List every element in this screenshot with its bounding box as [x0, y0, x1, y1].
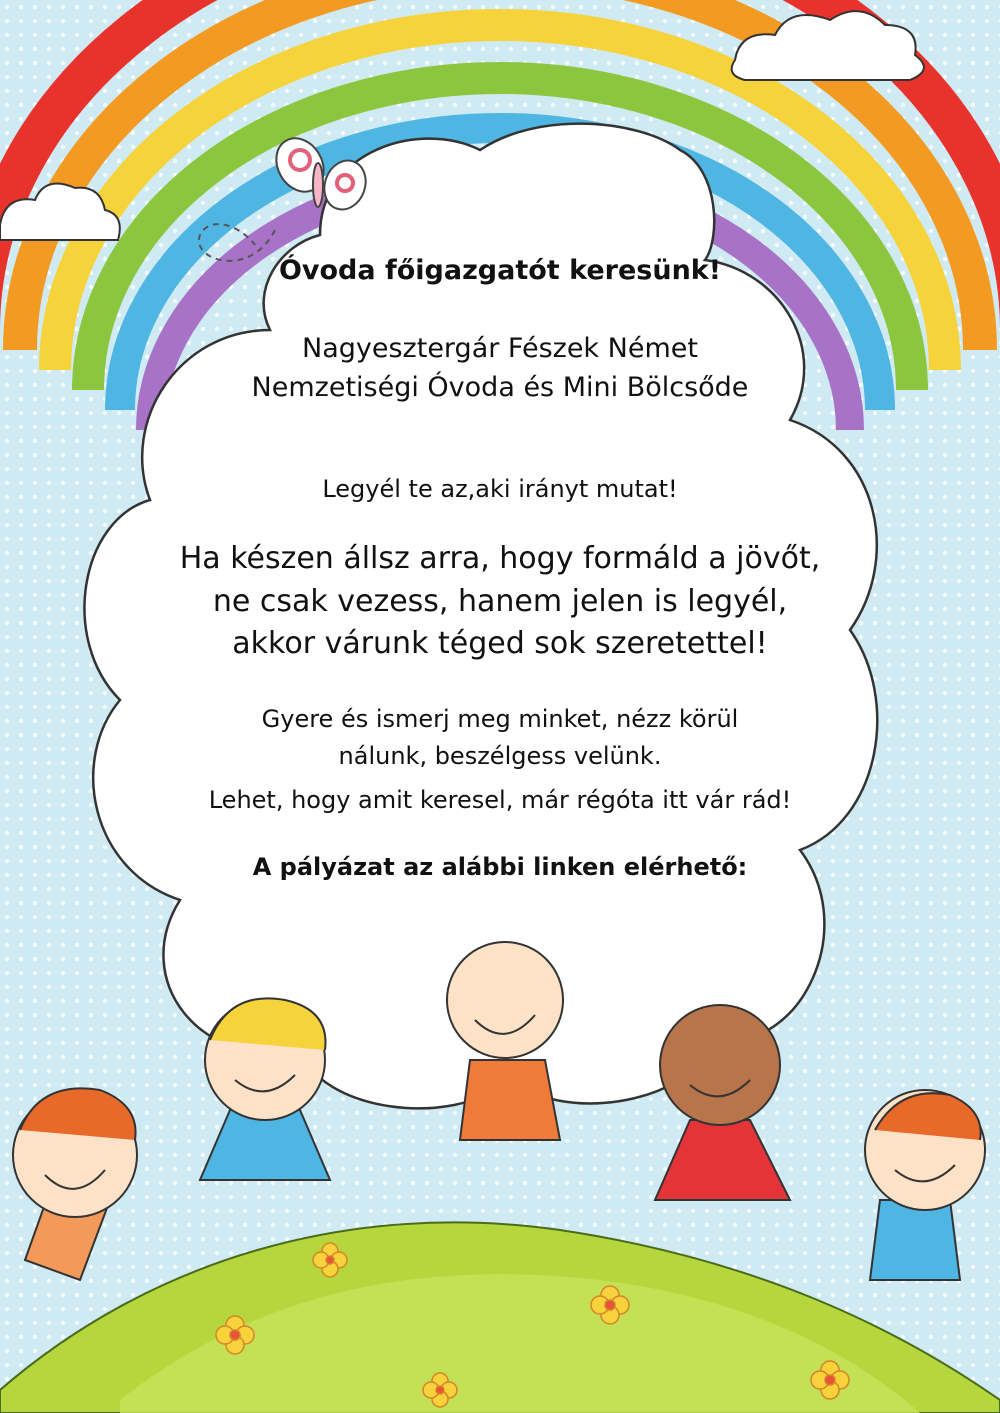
motto: Legyél te az,aki irányt mutat!: [322, 475, 678, 503]
visit-line-2: nálunk, beszélgess velünk.: [338, 742, 662, 770]
kid-boy-center: [447, 942, 563, 1140]
invite-line-1: Ha készen állsz arra, hogy formáld a jövőt,: [179, 541, 821, 576]
invite-line-2: ne csak vezess, hanem jelen is legyél,: [212, 584, 788, 619]
visit-line-1: Gyere és ismerj meg minket, nézz körül: [261, 705, 739, 733]
application-link-text: A pályázat az alábbi linken elérhető:: [252, 853, 748, 881]
organization-name-line1: Nagyesztergár Fészek Német: [302, 333, 698, 364]
visit-line-3: Lehet, hogy amit keresel, már régóta itt vár rád!: [208, 786, 792, 814]
invite-line-3: akkor várunk téged sok szeretettel!: [232, 626, 768, 661]
organization-name-line2: Nemzetiségi Óvoda és Mini Bölcsőde: [251, 372, 749, 403]
flyer-title: Óvoda főigazgatót keresünk!: [278, 255, 722, 286]
kid-girl-blue: [200, 998, 330, 1180]
